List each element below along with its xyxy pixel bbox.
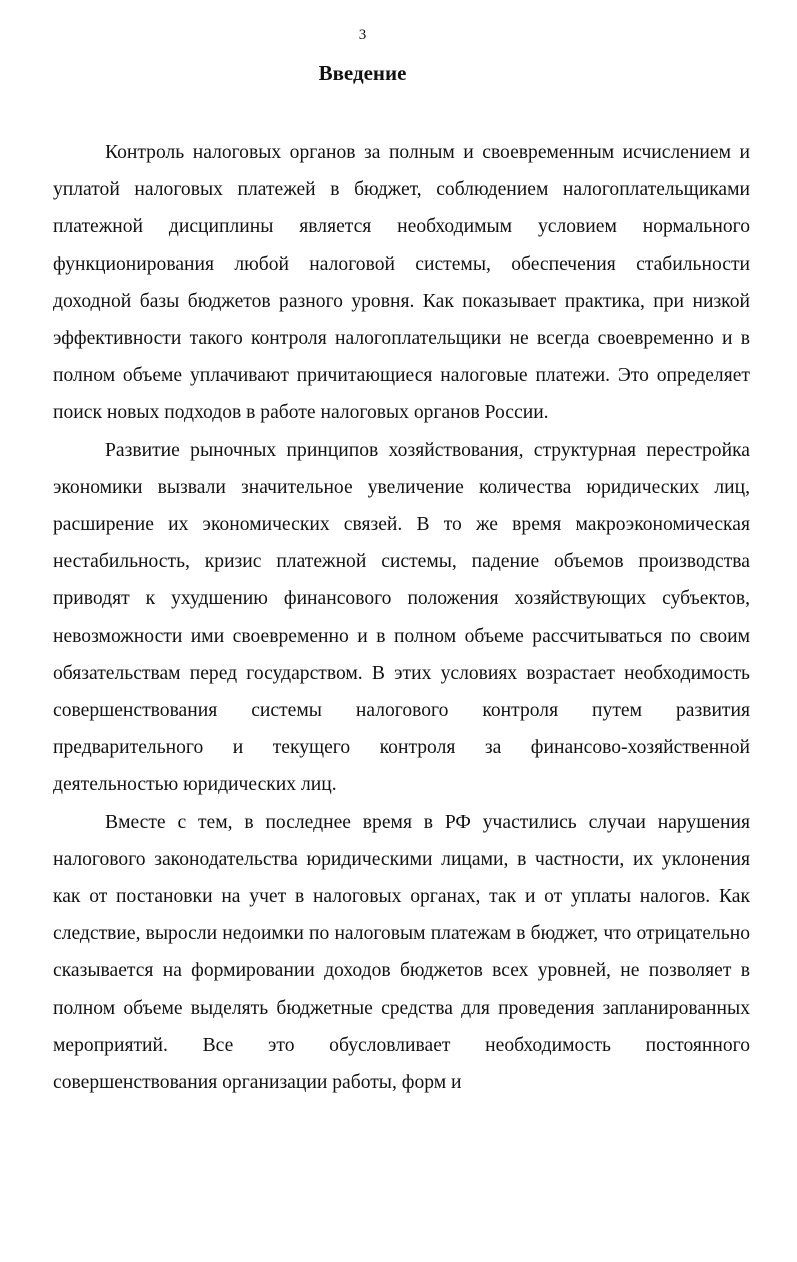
paragraph-3: Вместе с тем, в последнее время в РФ участились случаи нарушения налогового законодательства юридическими лицами, в частности, их уклонения как от постановки на учет в налоговых органах, так и от уплаты налогов. Как следствие, выросли недоимки по налоговым платежам в бюджет, что отрицательно сказывается на формировании доходов бюджетов всех уровней, не позволяет в полном объеме выделять бюджетные средства для проведения запланированных мероприятий. Все это обусловливает необходимость постоянного совершенствования организации работы, форм и xyxy=(53,811,750,1094)
body-text xyxy=(53,134,750,1101)
paragraph-2: Развитие рыночных принципов хозяйствования, структурная перестройка экономики вызвали значительное увеличение количества юридических лиц, расширение их экономических связей. В то же время макроэкономическая нестабильность, кризис платежной системы, падение объемов производства приводят к ухудшению финансового положения хозяйствующих субъектов, невозможности ими своевременно и в полном объеме рассчитываться по своим обязательствам перед государством. В этих условиях возрастает необходимость совершенствования системы налогового контроля путем развития предварительного и текущего контроля за финансово-хозяйственной деятельностью юридических лиц. xyxy=(53,439,750,796)
page-title: Введение xyxy=(318,61,407,85)
page-number: 3 xyxy=(358,27,367,43)
paragraph-1: Контроль налоговых органов за полным и своевременным исчислением и уплатой налоговых платежей в бюджет, соблюдением налогоплательщиками платежной дисциплины является необходимым условием нормального функционирования любой налоговой системы, обеспечения стабильности доходной базы бюджетов разного уровня. Как показывает практика, при низкой эффективности такого контроля налогоплательщики не всегда своевременно и в полном объеме уплачивают причитающиеся налоговые платежи. Это определяет поиск новых подходов в работе налоговых органов России. xyxy=(53,142,750,424)
